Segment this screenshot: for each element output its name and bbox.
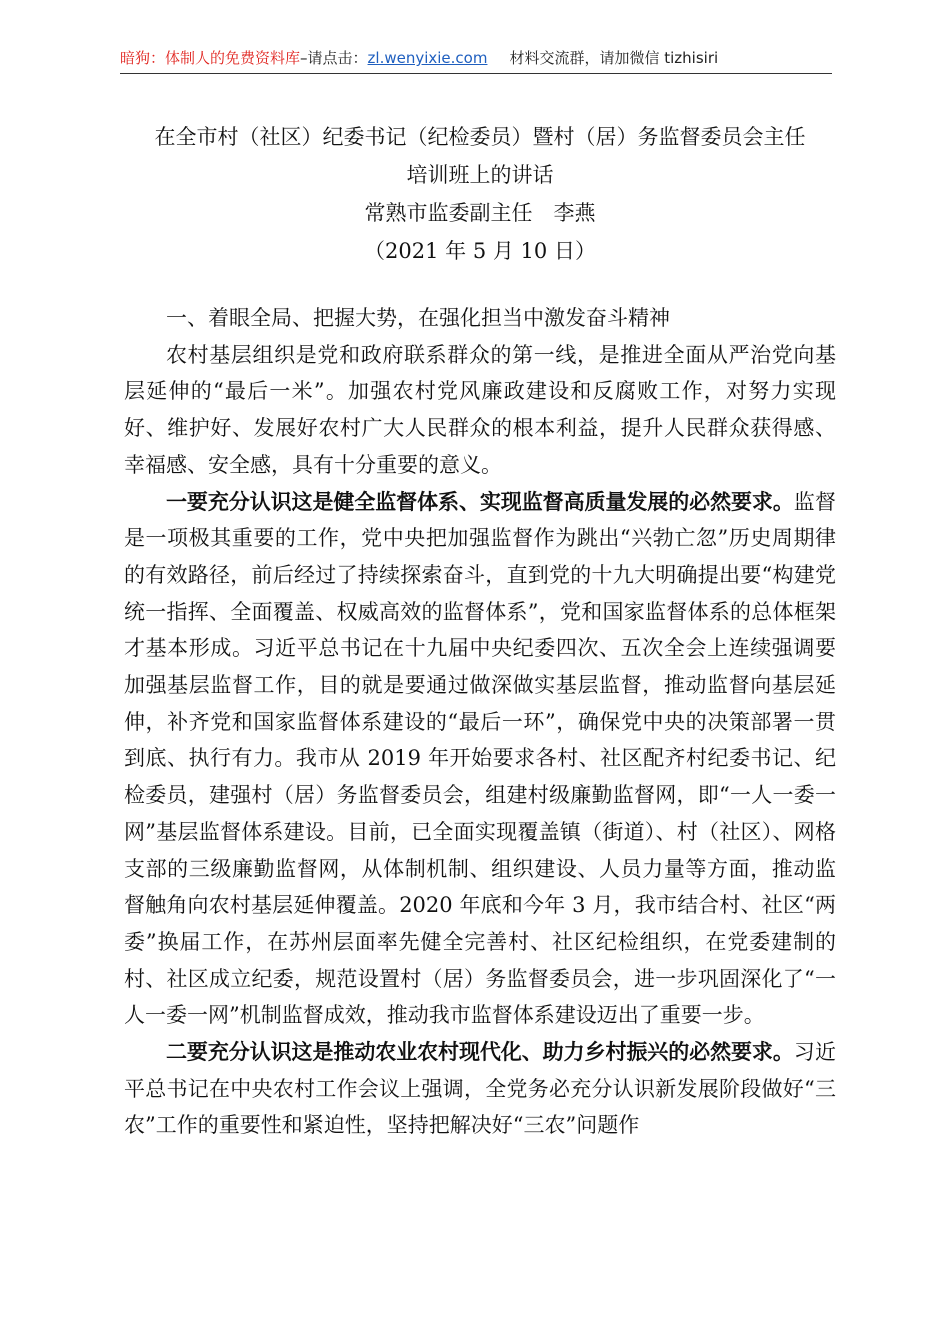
point-1-text: 监督是一项极其重要的工作，党中央把加强监督作为跳出“兴勃亡忽”历史周期律的有效路径，前后经过了持续探索奋斗，直到党的十九大明确提出要“构建党统一指挥、全面覆盖、权威高效的监督体系”，党和国家监督体系的总体框架才基本形成。习近平总书记在十九届中央纪委四次、五次全会上连续强调要加强基层监督工作，目的就是要通过做深做实基层监督，推动监督向基层延伸，补齐党和国家监督体系建设的“最后一环”，确保党中央的决策部署一贯到底、执行有力。我市从 2019 年开始要求各村、社区配齐村纪委书记、纪检委员，建强村（居）务监督委员会，组建村级廉勤监督网，即“一人一委一网”基层监督体系建设。目前，已全面实现覆盖镇（街道）、村（社区）、网格支部的三级廉勤监督网，从体制机制、组织建设、人员力量等方面，推动监督触角向农村基层延伸覆盖。2020 年底和今年 3 月，我市结合村、社区“两委”换届工作，在苏州层面率先健全完善村、社区纪检组织，在党委建制的村、社区成立纪委，规范设置村（居）务监督委员会，进一步巩固深化了“一人一委一网”机制监督成效，推动我市监督体系建设迈出了重要一步。: [124, 489, 837, 1028]
paragraph-point-1: [124, 484, 836, 1035]
brand-text: 暗狗：体制人的免费资料库: [120, 49, 301, 67]
document-title-block: [100, 118, 860, 270]
site-header: [120, 46, 832, 70]
paragraph: 农村基层组织是党和政府联系群众的第一线，是推进全面从严治党向基层延伸的“最后一米”。加强农村党风廉政建设和反腐败工作，对努力实现好、维护好、发展好农村广大人民群众的根本利益，提升人民群众获得感、幸福感、安全感，具有十分重要的意义。: [124, 342, 836, 477]
date-line: （2021 年 5 月 10 日）: [364, 239, 596, 263]
site-link[interactable]: zl.wenyixie.com: [367, 49, 488, 67]
point-2-heading: 二要充分认识这是推动农业农村现代化、助力乡村振兴的必然要求。: [166, 1039, 794, 1065]
wechat-text: 材料交流群，请加微信 tizhisiri: [509, 49, 719, 67]
paragraph-point-2: [124, 1034, 836, 1144]
document-body: [124, 300, 836, 1144]
title-line-2: 培训班上的讲话: [406, 163, 554, 187]
speaker-line: 常熟市监委副主任 李燕: [364, 201, 596, 225]
prompt-text: –请点击：: [300, 49, 368, 67]
point-1-heading: 一要充分认识这是健全监督体系、实现监督高质量发展的必然要求。: [166, 488, 794, 514]
section-heading: 一、着眼全局、把握大势，在强化担当中激发奋斗精神: [166, 306, 670, 330]
header-divider: [120, 73, 832, 74]
point-2-text: 习近平总书记在中央农村工作会议上强调，全党务必充分认识新发展阶段做好“三农”工作的重要性和紧迫性，坚持把解决好“三农”问题作: [124, 1040, 837, 1138]
title-line-1: 在全市村（社区）纪委书记（纪检委员）暨村（居）务监督委员会主任: [154, 125, 806, 149]
